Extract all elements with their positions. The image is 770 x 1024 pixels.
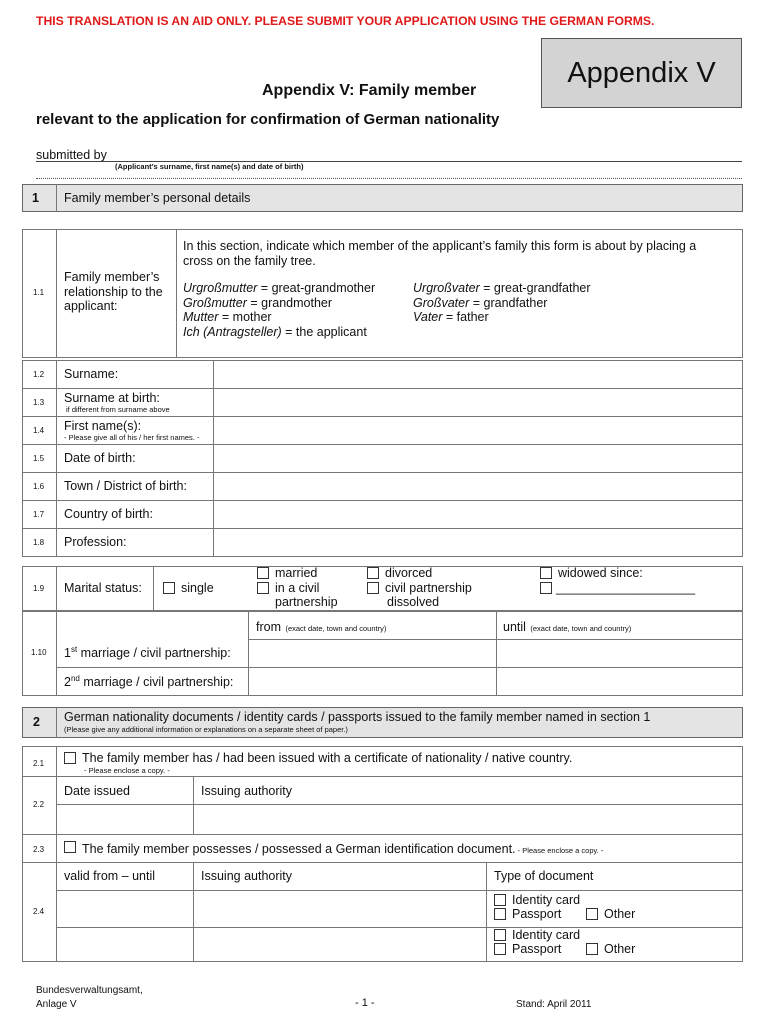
divider	[22, 776, 743, 777]
country-of-birth-input[interactable]	[214, 501, 742, 528]
passport-checkbox[interactable]	[494, 908, 506, 920]
second-marriage-from-input[interactable]	[249, 668, 495, 695]
divorced-checkbox[interactable]	[367, 567, 379, 579]
divider	[22, 834, 743, 835]
single-label: single	[181, 581, 214, 595]
row-number: 1.2	[33, 370, 45, 379]
divorced-label	[385, 566, 472, 610]
from-label: from	[256, 620, 281, 634]
option-line: married	[275, 566, 318, 580]
submitted-by-label: submitted by	[36, 148, 107, 162]
until-header	[503, 618, 631, 636]
issuing-authority-input[interactable]	[194, 928, 486, 961]
divider	[56, 184, 57, 212]
row-number: 1.1	[33, 288, 45, 297]
row-number: 1.6	[33, 482, 45, 491]
section-title: Family member’s personal details	[64, 191, 251, 205]
row-number: 1.7	[33, 510, 45, 519]
divider	[56, 566, 57, 611]
identity-card-checkbox[interactable]	[494, 894, 506, 906]
submitted-by-hint: (Applicant’s surname, first name(s) and date of birth)	[115, 162, 304, 171]
certificate-nationality-checkbox[interactable]	[64, 752, 76, 764]
row-number: 1.10	[31, 648, 47, 657]
term: Großmutter = grandmother	[183, 295, 333, 310]
section-hint: (Please give any additional information or explanations on a separate sheet of paper.)	[64, 725, 348, 734]
first-marriage-from-input[interactable]	[249, 640, 495, 667]
date-of-birth-label: Date of birth:	[64, 451, 136, 465]
profession-label: Profession:	[64, 535, 127, 549]
issuing-authority-input[interactable]	[194, 805, 742, 834]
instruction-line: cross on the family tree.	[183, 253, 316, 268]
from-hint: (exact date, town and country)	[285, 624, 387, 633]
date-of-birth-input[interactable]	[214, 445, 742, 472]
row-number: 1.4	[33, 426, 45, 435]
divider	[56, 229, 57, 358]
other-label: Other	[604, 907, 636, 921]
section-title: German nationality documents / identity cards / passports issued to the family member named in section 1	[64, 710, 651, 724]
town-of-birth-label: Town / District of birth:	[64, 479, 187, 493]
date-issued-label: Date issued	[64, 784, 131, 798]
label-line: applicant:	[64, 299, 118, 313]
widowed-since-checkbox[interactable]	[540, 582, 552, 594]
identity-card-label: Identity card	[512, 893, 581, 907]
issuing-authority-label: Issuing authority	[201, 784, 293, 798]
valid-from-until-input[interactable]	[57, 891, 193, 927]
issuing-authority-input[interactable]	[194, 891, 486, 927]
first-marriage-label: 1st marriage / civil partnership:	[64, 645, 231, 661]
country-of-birth-label: Country of birth:	[64, 507, 153, 521]
second-marriage-label: 2nd marriage / civil partnership:	[64, 674, 234, 690]
relationship-instruction	[183, 239, 696, 268]
from-header	[256, 618, 386, 636]
term: Urgroßmutter = great-grandmother	[183, 281, 376, 295]
row-number: 1.8	[33, 538, 45, 547]
option-line: divorced	[385, 566, 433, 580]
widowed-label: widowed since:	[558, 566, 643, 580]
valid-from-until-input[interactable]	[57, 928, 193, 961]
option-line: civil partnership	[385, 580, 472, 595]
surname-label: Surname:	[64, 367, 119, 381]
date-issued-input[interactable]	[57, 805, 193, 834]
family-terms-right	[413, 281, 591, 325]
german-id-checkbox[interactable]	[64, 841, 76, 853]
other-checkbox[interactable]	[586, 943, 598, 955]
surname-at-birth-label: Surname at birth:	[64, 391, 160, 405]
label-line: Family member’s	[64, 270, 160, 284]
surname-at-birth-hint: if different from surname above	[66, 405, 170, 414]
first-marriage-until-input[interactable]	[497, 640, 742, 667]
first-names-input[interactable]	[214, 417, 742, 444]
option-line: dissolved	[387, 595, 440, 609]
translation-warning: THIS TRANSLATION IS AN AID ONLY. PLEASE SUBMIT YOUR APPLICATION USING THE GERMAN FORMS.	[36, 14, 655, 28]
footer-appendix: Anlage V	[36, 999, 77, 1010]
divider	[56, 707, 57, 738]
other-label: Other	[604, 942, 636, 956]
family-terms-left	[183, 281, 375, 339]
relationship-label	[64, 270, 163, 314]
row-number: 2.3	[33, 845, 45, 854]
section-number: 2	[33, 715, 40, 729]
passport-label: Passport	[512, 942, 562, 956]
footer-org: Bundesverwaltungsamt,	[36, 985, 143, 996]
divider	[22, 862, 743, 863]
row-number: 1.9	[33, 584, 45, 593]
town-of-birth-input[interactable]	[214, 473, 742, 500]
german-id-label	[82, 840, 603, 858]
row-number: 1.5	[33, 454, 45, 463]
type-of-document-label: Type of document	[494, 869, 594, 883]
first-names-hint: - Please give all of his / her first names. -	[64, 433, 200, 442]
german-id-text: The family member possesses / possessed a German identification document.	[82, 842, 516, 856]
second-marriage-until-input[interactable]	[497, 668, 742, 695]
german-id-hint: - Please enclose a copy. -	[515, 846, 604, 855]
divider	[36, 178, 742, 179]
certificate-nationality-label: The family member has / had been issued with a certificate of nationality / native country.	[82, 751, 573, 765]
option-line: in a civil	[275, 580, 320, 595]
passport-checkbox[interactable]	[494, 943, 506, 955]
divider	[176, 229, 177, 358]
married-checkbox[interactable]	[257, 567, 269, 579]
single-checkbox[interactable]	[163, 582, 175, 594]
term: Großvater = grandfather	[413, 295, 548, 310]
divider	[153, 566, 154, 611]
civil-partnership-checkbox[interactable]	[257, 582, 269, 594]
until-hint: (exact date, town and country)	[530, 624, 632, 633]
row-number: 1.3	[33, 398, 45, 407]
row-number: 2.2	[33, 800, 45, 809]
passport-label: Passport	[512, 907, 562, 921]
footer-stand: Stand: April 2011	[516, 999, 592, 1010]
term: Mutter = mother	[183, 310, 272, 324]
page-number: - 1 -	[355, 997, 375, 1009]
widowed-checkbox[interactable]	[540, 567, 552, 579]
identity-card-checkbox[interactable]	[494, 929, 506, 941]
divider	[486, 862, 487, 962]
term: Vater = father	[413, 310, 489, 324]
widowed-since-field[interactable]: ____________________	[556, 581, 696, 595]
certificate-copy-hint: - Please enclose a copy. -	[84, 766, 170, 775]
until-label: until	[503, 620, 526, 634]
term: Urgroßvater = great-grandfather	[413, 281, 591, 295]
term: Ich (Antragsteller) = the applicant	[183, 324, 367, 339]
appendix-box: Appendix V	[541, 38, 742, 108]
valid-from-until-label: valid from – until	[64, 869, 156, 883]
option-line: partnership	[275, 595, 338, 609]
section-number: 1	[32, 191, 39, 205]
row-number: 2.1	[33, 759, 45, 768]
divider	[56, 611, 57, 696]
profession-input[interactable]	[214, 529, 742, 556]
issuing-authority-label: Issuing authority	[201, 869, 293, 883]
married-label	[275, 566, 338, 610]
form-title: Appendix V: Family member	[262, 82, 477, 99]
label-line: relationship to the	[64, 284, 163, 299]
row-number: 2.4	[33, 907, 45, 916]
form-subtitle: relevant to the application for confirmation of German nationality	[36, 111, 500, 128]
first-names-label: First name(s):	[64, 419, 142, 433]
surname-at-birth-input[interactable]	[214, 389, 742, 416]
partnership-dissolved-checkbox[interactable]	[367, 582, 379, 594]
surname-input[interactable]	[214, 361, 742, 388]
identity-card-label: Identity card	[512, 928, 581, 942]
marital-status-label: Marital status:	[64, 581, 142, 595]
other-checkbox[interactable]	[586, 908, 598, 920]
instruction-line: In this section, indicate which member of the applicant’s family this form is about by placing a	[183, 239, 697, 253]
